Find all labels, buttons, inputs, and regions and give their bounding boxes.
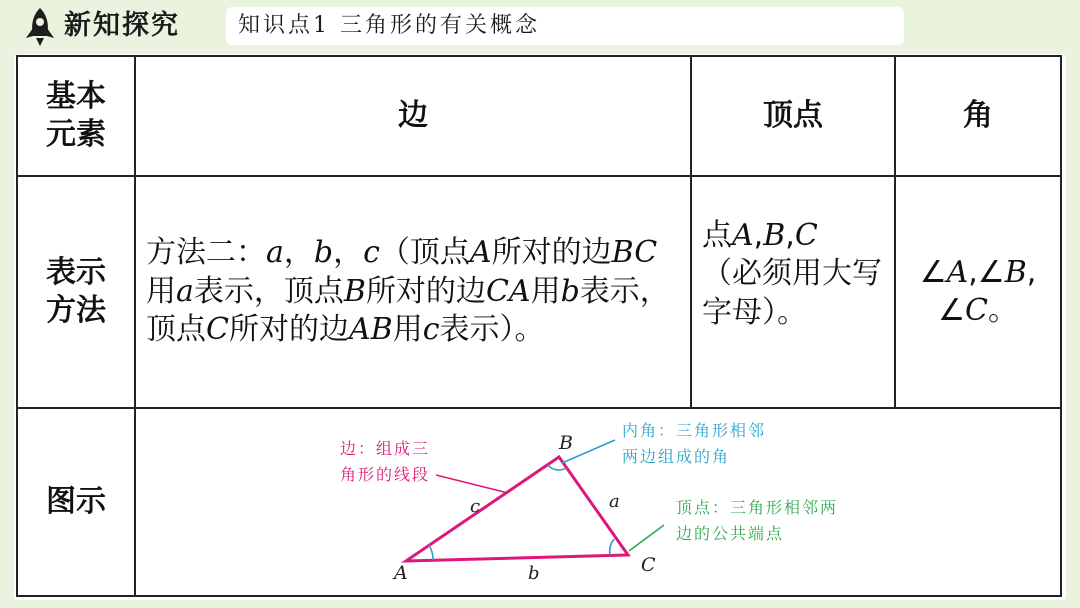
vertex-annotation: 顶点：三角形相邻两 边的公共端点 (676, 498, 839, 543)
notation-vertex-cell (691, 176, 895, 408)
header-bar (0, 0, 1080, 52)
vertex-label-C: C (641, 554, 656, 576)
header-basic-elements: 基本元素 (17, 56, 135, 176)
angle-arc-C (610, 539, 614, 555)
vertex-label-B: B (559, 432, 573, 454)
vertex-label-A: A (394, 562, 408, 584)
notation-angle-cell (895, 176, 1061, 408)
row-label-figure: 图示 (17, 408, 135, 596)
angle-arc-B (548, 465, 566, 470)
topic-title: 知识点1 三角形的有关概念 (238, 13, 540, 38)
header-angle: 角 (895, 56, 1061, 176)
notation-vertex-text: 点A,B,C （必须用大写字母）。 (702, 218, 882, 330)
content-card (14, 54, 1066, 600)
notation-angle-text: ∠A,∠B, ∠C。 (919, 254, 1037, 328)
side-label-a: a (609, 491, 620, 512)
side-annotation: 边：组成三 角形的线段 (340, 439, 431, 484)
side-label-b: b (528, 563, 540, 584)
header-side: 边 (135, 56, 691, 176)
section-title: 新知探究 (64, 10, 180, 41)
notation-side-text: 方法二：a，b，c（顶点A所对的边BC用a表示，顶点B所对的边CA用b表示，顶点C所对的边AB用c表示）。 (146, 235, 670, 348)
concept-table (16, 55, 1062, 597)
header-vertex: 顶点 (691, 56, 895, 176)
side-label-c: c (470, 496, 481, 517)
triangle-diagram (136, 409, 1062, 597)
triangle-shape (406, 457, 628, 561)
topic-bar (226, 7, 904, 45)
row-label-notation: 表示方法 (17, 176, 135, 408)
angle-arc-A (429, 545, 433, 560)
figure-cell (135, 408, 1061, 596)
side-leader-line (436, 475, 508, 493)
rocket-icon (22, 6, 58, 48)
interior-angle-annotation: 内角：三角形相邻 两边组成的角 (622, 421, 767, 466)
vertex-leader-line (629, 525, 664, 551)
notation-side-cell (135, 176, 691, 408)
